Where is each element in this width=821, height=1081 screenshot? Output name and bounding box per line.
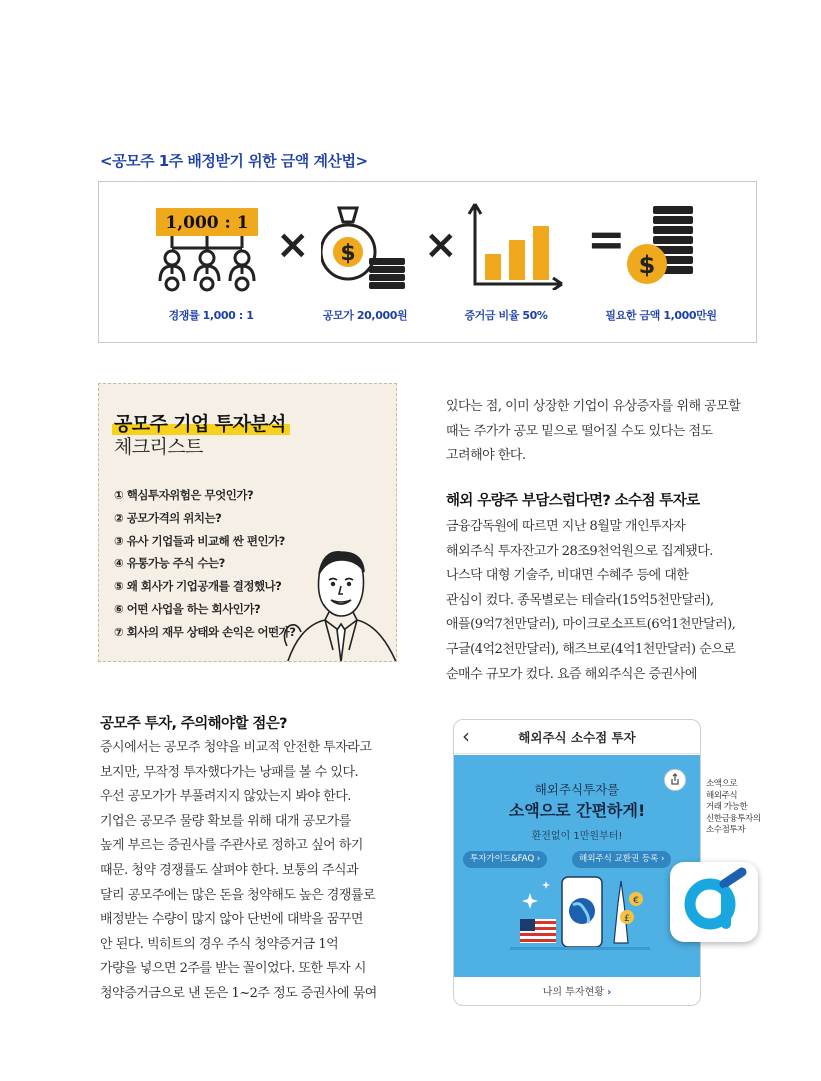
promo-banner [454, 755, 700, 977]
phone-header [454, 720, 700, 754]
caption-line: 신한금융투자의 [706, 813, 761, 824]
overseas-heading: 해외 우량주 부담스럽다면? 소수점 투자로 [446, 493, 700, 509]
calc-section-title: <공모주 1주 배정받기 위한 금액 계산법> [100, 152, 368, 170]
svg-text:$: $ [638, 251, 656, 279]
money-bag-icon [321, 200, 411, 290]
banner-line-1: 해외주식투자를 [534, 782, 620, 797]
checklist-subtitle: 체크리스트 [114, 436, 203, 458]
text-line: 안 된다. 빅히트의 경우 주식 청약증거금 1억 [100, 936, 339, 952]
multiply-sign-1: × [276, 222, 310, 268]
global-investment-illustration [510, 873, 650, 973]
caution-heading: 공모주 투자, 주의해야할 점은? [100, 716, 287, 732]
list-item: ③ 유사 기업들과 비교해 싼 편인가? [114, 533, 285, 548]
calc-diagram-box [98, 181, 757, 343]
checklist-title: 공모주 기업 투자분석 [114, 413, 286, 435]
overseas-paragraph [446, 515, 735, 687]
svg-text:£: £ [624, 914, 630, 924]
banner-line-2: 소액으로 간편하게! [508, 801, 646, 820]
my-investment-link[interactable] [454, 978, 700, 1006]
text-line: 보지만, 무작정 투자했다가는 낭패를 볼 수 있다. [100, 764, 359, 780]
list-item: ① 핵심투자위험은 무엇인가? [114, 488, 254, 502]
checklist-box [98, 383, 397, 662]
text-line: 관심이 컸다. 종목별로는 테슬라(15억5천만달러), [446, 592, 714, 608]
list-item: ④ 유통가능 주식 수는? [114, 556, 225, 571]
text-line: 기업은 공모주 물량 확보를 위해 대개 공모가를 [100, 813, 351, 829]
competition-icon [154, 206, 264, 294]
text-line: 있다는 점, 이미 상장한 기업이 유상증자를 위해 공모할 [446, 399, 741, 414]
text-line: 때문. 청약 경쟁률도 살펴야 한다. 보통의 주식과 [100, 862, 359, 878]
text-line: 가량을 넣으면 2주를 받는 꼴이었다. 또한 투자 시 [100, 961, 366, 977]
faq-button[interactable]: 투자가이드&FAQ › [463, 851, 547, 868]
text-line: 순매수 규모가 컸다. 요즘 해외주식은 증권사에 [446, 666, 697, 682]
coins-icon [623, 206, 699, 286]
list-item: ② 공모가격의 위치는? [114, 510, 222, 525]
voucher-register-button[interactable]: 해외주식 교환권 등록 › [572, 851, 671, 868]
competition-label: 경쟁률 1,000 : 1 [168, 309, 254, 322]
my-investment-label: 나의 투자현황 [542, 987, 604, 998]
right-top-paragraph [446, 395, 740, 469]
deposit-ratio-label: 증거금 비율 50% [464, 309, 548, 322]
text-line: 구글(4억2천만달러), 해즈브로(4억1천만달러) 순으로 [446, 641, 736, 657]
text-line: 배정받는 수량이 많지 않아 단번에 대박을 꿈꾸면 [100, 912, 363, 928]
back-icon[interactable]: ‹ [462, 724, 470, 748]
svg-text:€: € [633, 896, 639, 906]
caution-paragraph [100, 736, 377, 1007]
banner-line-3: 환전없이 1만원부터! [531, 831, 623, 842]
app-icon[interactable] [670, 862, 758, 942]
multiply-sign-2: × [424, 222, 458, 268]
text-line: 우선 공모가가 부풀려지지 않았는지 봐야 한다. [100, 789, 351, 805]
chevron-right-icon: › [607, 987, 612, 998]
list-item: ⑥ 어떤 사업을 하는 회사인가? [114, 601, 261, 616]
text-line: 나스닥 대형 기술주, 비대면 수혜주 등에 대한 [446, 568, 689, 584]
text-line: 해외주식 투자잔고가 28조9천억원으로 집계됐다. [446, 543, 713, 559]
text-line: 달리 공모주에는 많은 돈을 청약해도 높은 경쟁률로 [100, 887, 376, 903]
side-caption [706, 779, 761, 837]
caption-line: 소수점투자 [706, 825, 746, 835]
text-line: 고려해야 한다. [446, 448, 526, 464]
businessman-illustration [279, 546, 397, 662]
list-item: ⑤ 왜 회사가 기업공개를 결정했나? [114, 579, 282, 594]
equals-sign: = [587, 212, 626, 266]
list-item: ⑦ 회사의 재무 상태와 손익은 어떤가? [114, 624, 296, 639]
phone-mockup [453, 719, 701, 1006]
ratio-text: 1,000 : 1 [165, 213, 249, 233]
bar-chart-icon [467, 202, 567, 290]
caption-line: 소액으로 [706, 779, 738, 789]
svg-text:$: $ [340, 241, 356, 266]
text-line: 때는 주가가 공모 밑으로 떨어질 수도 있다는 점도 [446, 423, 713, 439]
caption-line: 거래 가능한 [706, 802, 748, 812]
checklist-items [114, 484, 295, 644]
text-line: 청약증거금으로 낸 돈은 1~2주 정도 증권사에 묶여 [100, 985, 377, 1001]
app-logo-icon [670, 862, 758, 942]
caption-line: 해외주식 [706, 790, 738, 801]
text-line: 높게 부르는 증권사를 주관사로 정하고 싶어 하기 [100, 838, 363, 854]
offer-price-label: 공모가 20,000원 [322, 309, 408, 322]
text-line: 증시에서는 공모주 청약을 비교적 안전한 투자라고 [100, 740, 372, 755]
text-line: 애플(9억7천만달러), 마이크로소프트(6억1천만달러), [446, 617, 736, 633]
phone-title: 해외주식 소수점 투자 [518, 730, 636, 745]
required-amount-label: 필요한 금액 1,000만원 [605, 309, 717, 322]
text-line: 금융감독원에 따르면 지난 8월말 개인투자자 [446, 519, 686, 534]
